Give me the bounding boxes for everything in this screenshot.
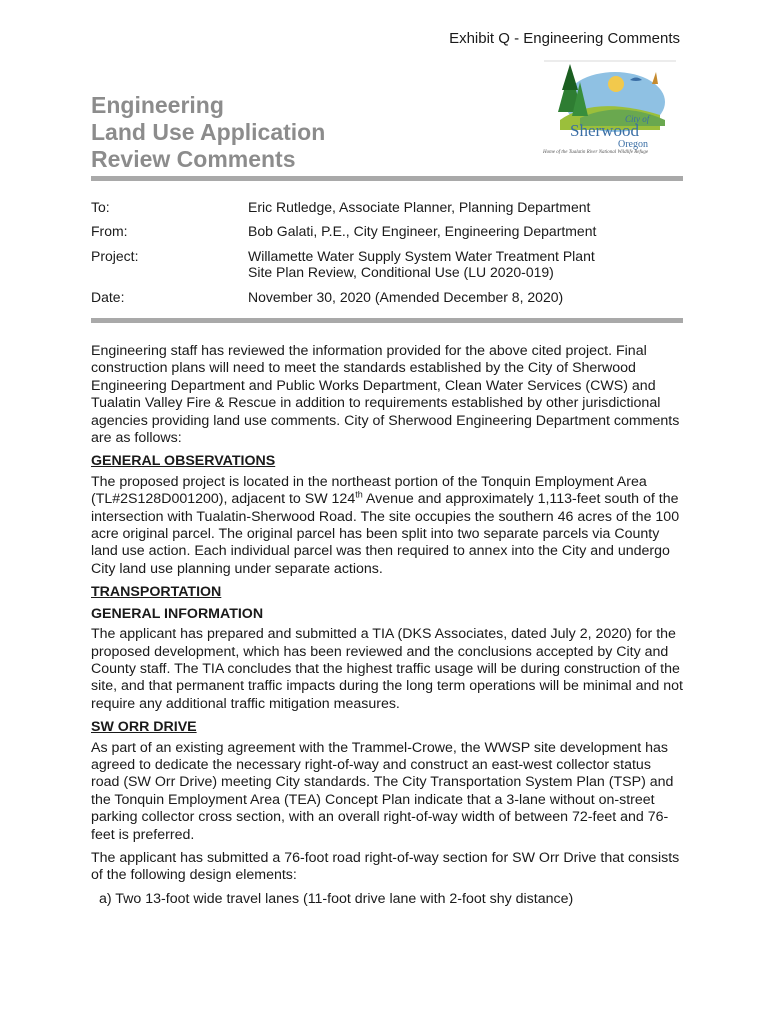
top-divider xyxy=(91,176,683,181)
general-observations-text-2: Avenue and approximately 1,113-feet south of the intersection with Tualatin-Sherwood Road. The site occupies the southern 46 acres of the 100 acre original parcel. The original parcel has been split into two separate parcels via County land use action. Each individual parcel was then required to annex into the City and undergo City land use planning under separate actions. xyxy=(91,491,680,577)
memo-project-value-line-2: Site Plan Review, Conditional Use (LU 2020-019) xyxy=(248,264,554,280)
sw-orr-drive-paragraph-2: The applicant has submitted a 76-foot road right-of-way section for SW Orr Drive that consists of the following design elements: xyxy=(91,849,680,884)
general-observations-text-1: The proposed project is located in the northeast portion of the Tonquin Employment Area (TL#2S128D001200), adjacent to SW 124 xyxy=(91,473,647,508)
memo-from-label: From: xyxy=(91,223,128,239)
city-of-sherwood-logo xyxy=(540,60,680,160)
memo-to-value: Eric Rutledge, Associate Planner, Planning Department xyxy=(248,199,591,215)
memo-body xyxy=(91,343,683,908)
bottom-divider xyxy=(91,318,683,323)
memo-from-value: Bob Galati, P.E., City Engineer, Engineering Department xyxy=(248,223,597,239)
ordinal-suffix: th xyxy=(355,489,363,500)
logo-text-city-of: City of xyxy=(625,114,650,124)
memo-project-label: Project: xyxy=(91,248,139,264)
intro-paragraph: Engineering staff has reviewed the information provided for the above cited project. Final construction plans will need to meet the standards established by the City of Sherwood Engineering Department and Public Works Department, Clean Water Services (CWS) and Tualatin Valley Fire & Rescue in addition to requirements established by other jurisdictional agencies providing land use comments. City of Sherwood Engineering Department comments are as follows: xyxy=(91,343,680,447)
memo-date-value: November 30, 2020 (Amended December 8, 2020) xyxy=(248,289,564,305)
memo-date-label: Date: xyxy=(91,289,125,305)
sw-orr-drive-paragraph-1: As part of an existing agreement with the Trammel-Crowe, the WWSP site development has agreed to dedicate the necessary right-of-way and construct an east-west collector status road (SW Orr Drive) meeting City standards. The City Transportation System Plan (TSP) and the Tonquin Employment Area (TEA) Concept Plan indicate that a 3-lane without on-street parking collector cross section, with an overall right-of-way width of between 72-feet and 76-feet is preferred. xyxy=(91,739,674,843)
transportation-heading: TRANSPORTATION xyxy=(91,584,222,601)
title-line-2: Land Use Application xyxy=(91,119,326,145)
general-observations-paragraph xyxy=(91,474,683,578)
page-title xyxy=(91,92,325,173)
exhibit-label: Exhibit Q - Engineering Comments xyxy=(449,30,680,47)
list-item: a) Two 13-foot wide travel lanes (11-foot drive lane with 2-foot shy distance) xyxy=(99,890,574,907)
general-observations-heading: GENERAL OBSERVATIONS xyxy=(91,453,276,470)
logo-text-oregon: Oregon xyxy=(618,139,648,150)
sw-orr-drive-heading: SW ORR DRIVE xyxy=(91,719,197,736)
title-line-3: Review Comments xyxy=(91,146,296,172)
general-information-paragraph: The applicant has prepared and submitted a TIA (DKS Associates, dated July 2, 2020) for the proposed development, which has been reviewed and the conclusions accepted by City and County staff. The TIA concludes that the highest traffic usage will be during construction of the site, and that permanent traffic impacts during the long term operations will be minimal and not require any additional traffic mitigation measures. xyxy=(91,626,683,712)
memo-to-label: To: xyxy=(91,199,110,215)
memo-project-value-line-1: Willamette Water Supply System Water Treatment Plant xyxy=(248,248,595,264)
logo-tagline: Home of the Tualatin River National Wildlife Refuge xyxy=(543,150,649,155)
title-line-1: Engineering xyxy=(91,92,224,118)
general-information-heading: GENERAL INFORMATION xyxy=(91,605,264,622)
logo-text-sherwood: Sherwood xyxy=(570,121,639,140)
